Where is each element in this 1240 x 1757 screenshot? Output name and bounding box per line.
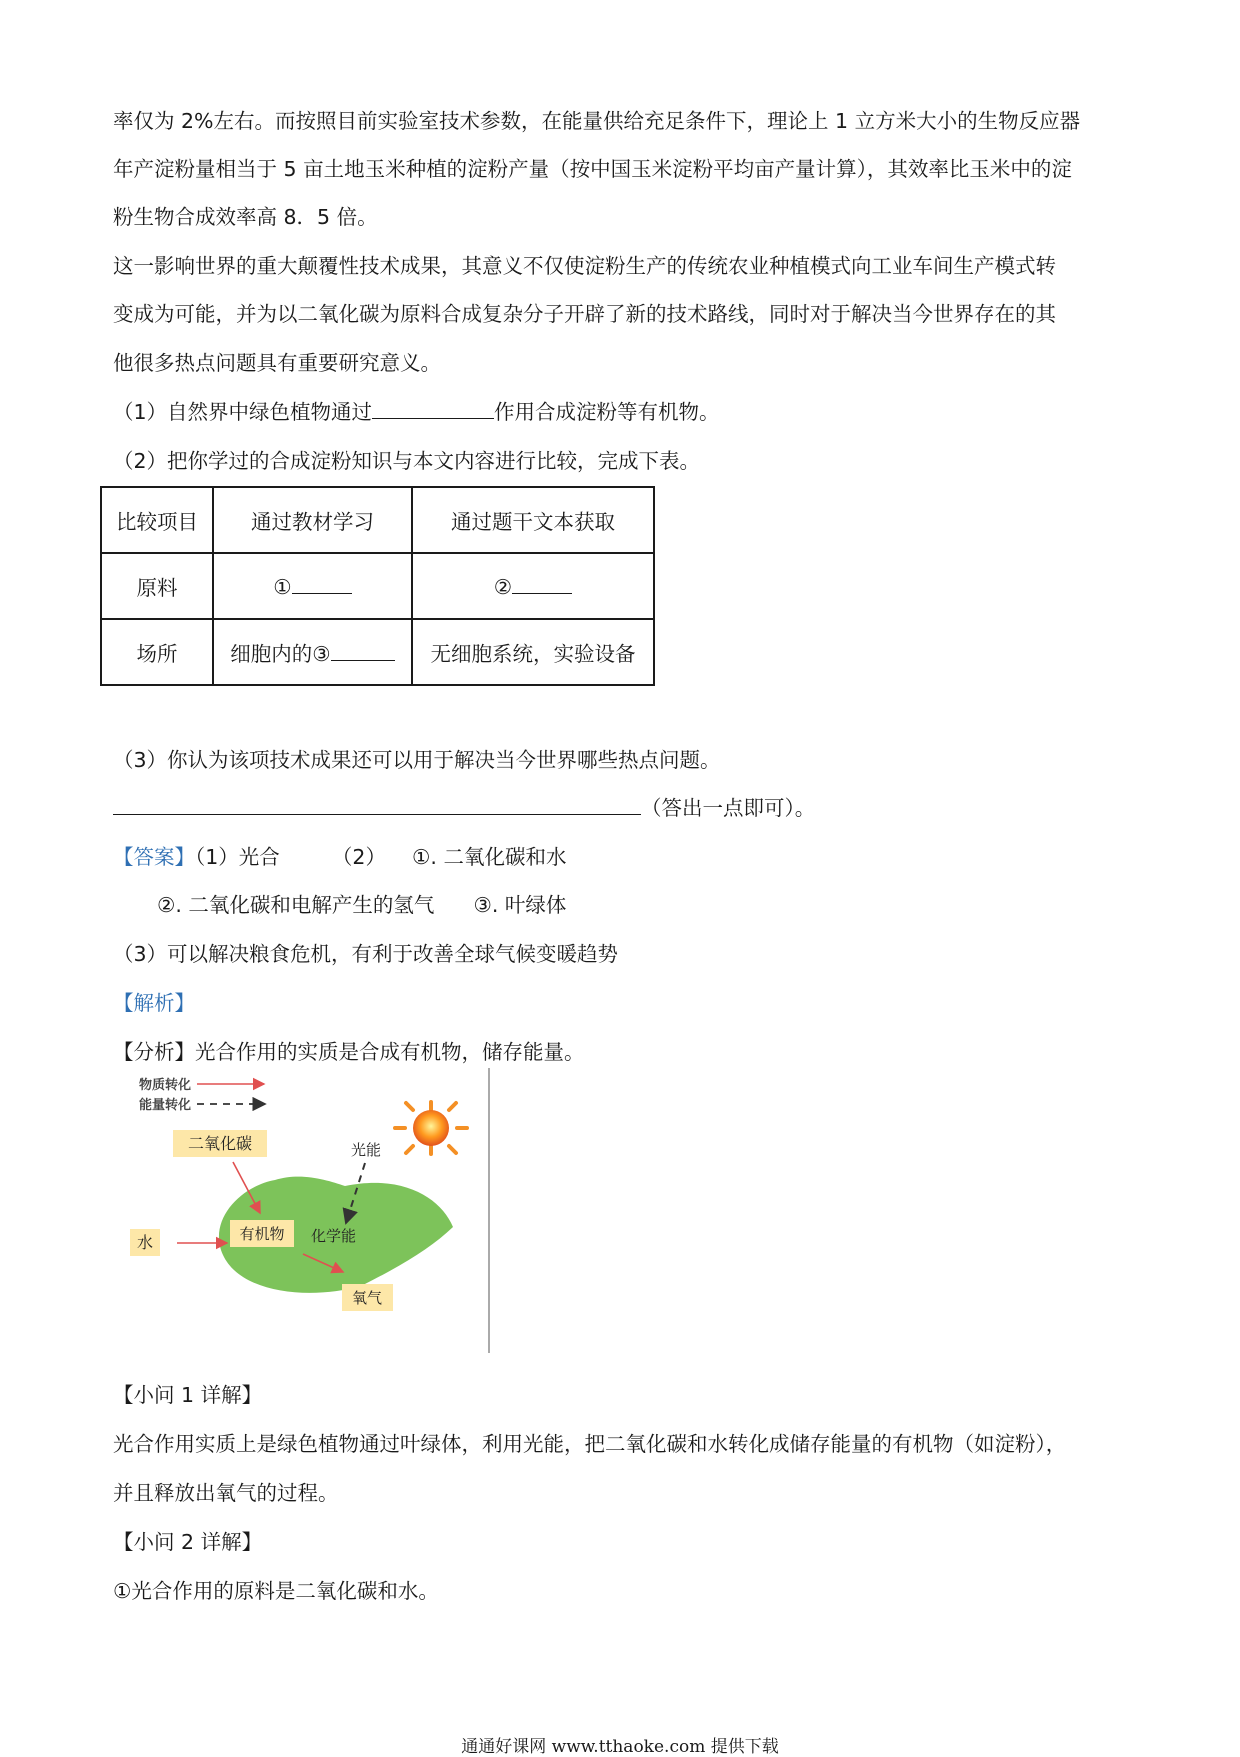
photosynthesis-diagram: [113, 1068, 493, 1358]
question-1-prefix: （1）自然界中绿色植物通过: [113, 400, 373, 424]
chemical-energy-label: 化学能: [311, 1227, 357, 1245]
question-3-answer-line: [113, 794, 815, 822]
sun-icon: [395, 1102, 467, 1154]
answer-line-1: [113, 843, 566, 871]
question-2: （2）把你学过的合成淀粉知识与本文内容进行比较，完成下表。: [113, 449, 701, 473]
table-cell: [213, 553, 412, 619]
answer-blank: [292, 573, 352, 594]
organic-label: 有机物: [239, 1225, 285, 1243]
oxygen-label: 氧气: [351, 1289, 383, 1307]
table-row: [101, 619, 654, 685]
co2-label: 二氧化碳: [187, 1134, 253, 1153]
table-header-cell: 通过教材学习: [213, 487, 412, 553]
detail-1-text: 光合作用实质上是绿色植物通过叶绿体，利用光能，把二氧化碳和水转化成储存能量的有机物（如淀粉），: [113, 1432, 1067, 1456]
detail-2-text: ①光合作用的原料是二氧化碳和水。: [113, 1579, 439, 1603]
paragraph-line: 率仅为 2%左右。而按照目前实验室技术参数，在能量供给充足条件下，理论上 1 立方米大小的生物反应器: [113, 109, 1081, 133]
answer-blank: [372, 398, 494, 419]
answer-line-2: ②. 二氧化碳和电解产生的氢气 ③. 叶绿体: [157, 893, 567, 917]
paragraph-line: 粉生物合成效率高 8．5 倍。: [113, 205, 378, 229]
light-energy-label: 光能: [351, 1141, 382, 1159]
detail-1-text: 并且释放出氧气的过程。: [113, 1481, 339, 1505]
detail-2-heading: 【小问 2 详解】: [113, 1530, 263, 1554]
detail-1-heading: 【小问 1 详解】: [113, 1383, 263, 1407]
question-3-suffix: （答出一点即可）。: [641, 796, 816, 820]
cell-text: 细胞内的③: [230, 642, 331, 666]
table-header-cell: 通过题干文本获取: [412, 487, 654, 553]
cell-text: ②: [493, 575, 513, 599]
question-3: （3）你认为该项技术成果还可以用于解决当今世界哪些热点问题。: [113, 748, 721, 772]
page-footer: 通通好课网 www.tthaoke.com 提供下载: [461, 1737, 779, 1757]
analysis-text: 【分析】光合作用的实质是合成有机物，储存能量。: [113, 1040, 585, 1064]
answer-line-3: （3）可以解决粮食危机，有利于改善全球气候变暖趋势: [113, 942, 619, 966]
answer-blank: [512, 573, 572, 594]
paragraph-line: 年产淀粉量相当于 5 亩土地玉米种植的淀粉产量（按中国玉米淀粉平均亩产量计算），其效率比玉米中的淀: [113, 157, 1072, 181]
table-row: [101, 553, 654, 619]
question-1: [113, 398, 720, 426]
paragraph-line: 他很多热点问题具有重要研究意义。: [113, 351, 441, 375]
answer-tag: 【答案】: [113, 845, 195, 869]
answer-blank: [331, 640, 395, 661]
table-header-cell: 比较项目: [101, 487, 213, 553]
legend-energy-label: 能量转化: [139, 1098, 192, 1113]
comparison-table: [100, 486, 655, 686]
table-cell: 无细胞系统，实验设备: [412, 619, 654, 685]
table-cell: [412, 553, 654, 619]
answer-text: （1）光合 （2） ①. 二氧化碳和水: [195, 845, 567, 869]
table-header-row: [101, 487, 654, 553]
table-cell: [213, 619, 412, 685]
question-1-suffix: 作用合成淀粉等有机物。: [494, 400, 720, 424]
water-label: 水: [136, 1233, 154, 1252]
analysis-tag: 【解析】: [113, 991, 195, 1015]
legend-material-label: 物质转化: [139, 1078, 192, 1093]
paragraph-line: 这一影响世界的重大颠覆性技术成果，其意义不仅使淀粉生产的传统农业种植模式向工业车间生产模式转: [113, 254, 1056, 278]
table-row-label: 场所: [101, 619, 213, 685]
paragraph-line: 变成为可能，并为以二氧化碳为原料合成复杂分子开辟了新的技术路线，同时对于解决当今世界存在的其: [113, 302, 1056, 326]
cell-text: ①: [273, 575, 292, 599]
table-row-label: 原料: [101, 553, 213, 619]
answer-blank: [113, 794, 641, 815]
